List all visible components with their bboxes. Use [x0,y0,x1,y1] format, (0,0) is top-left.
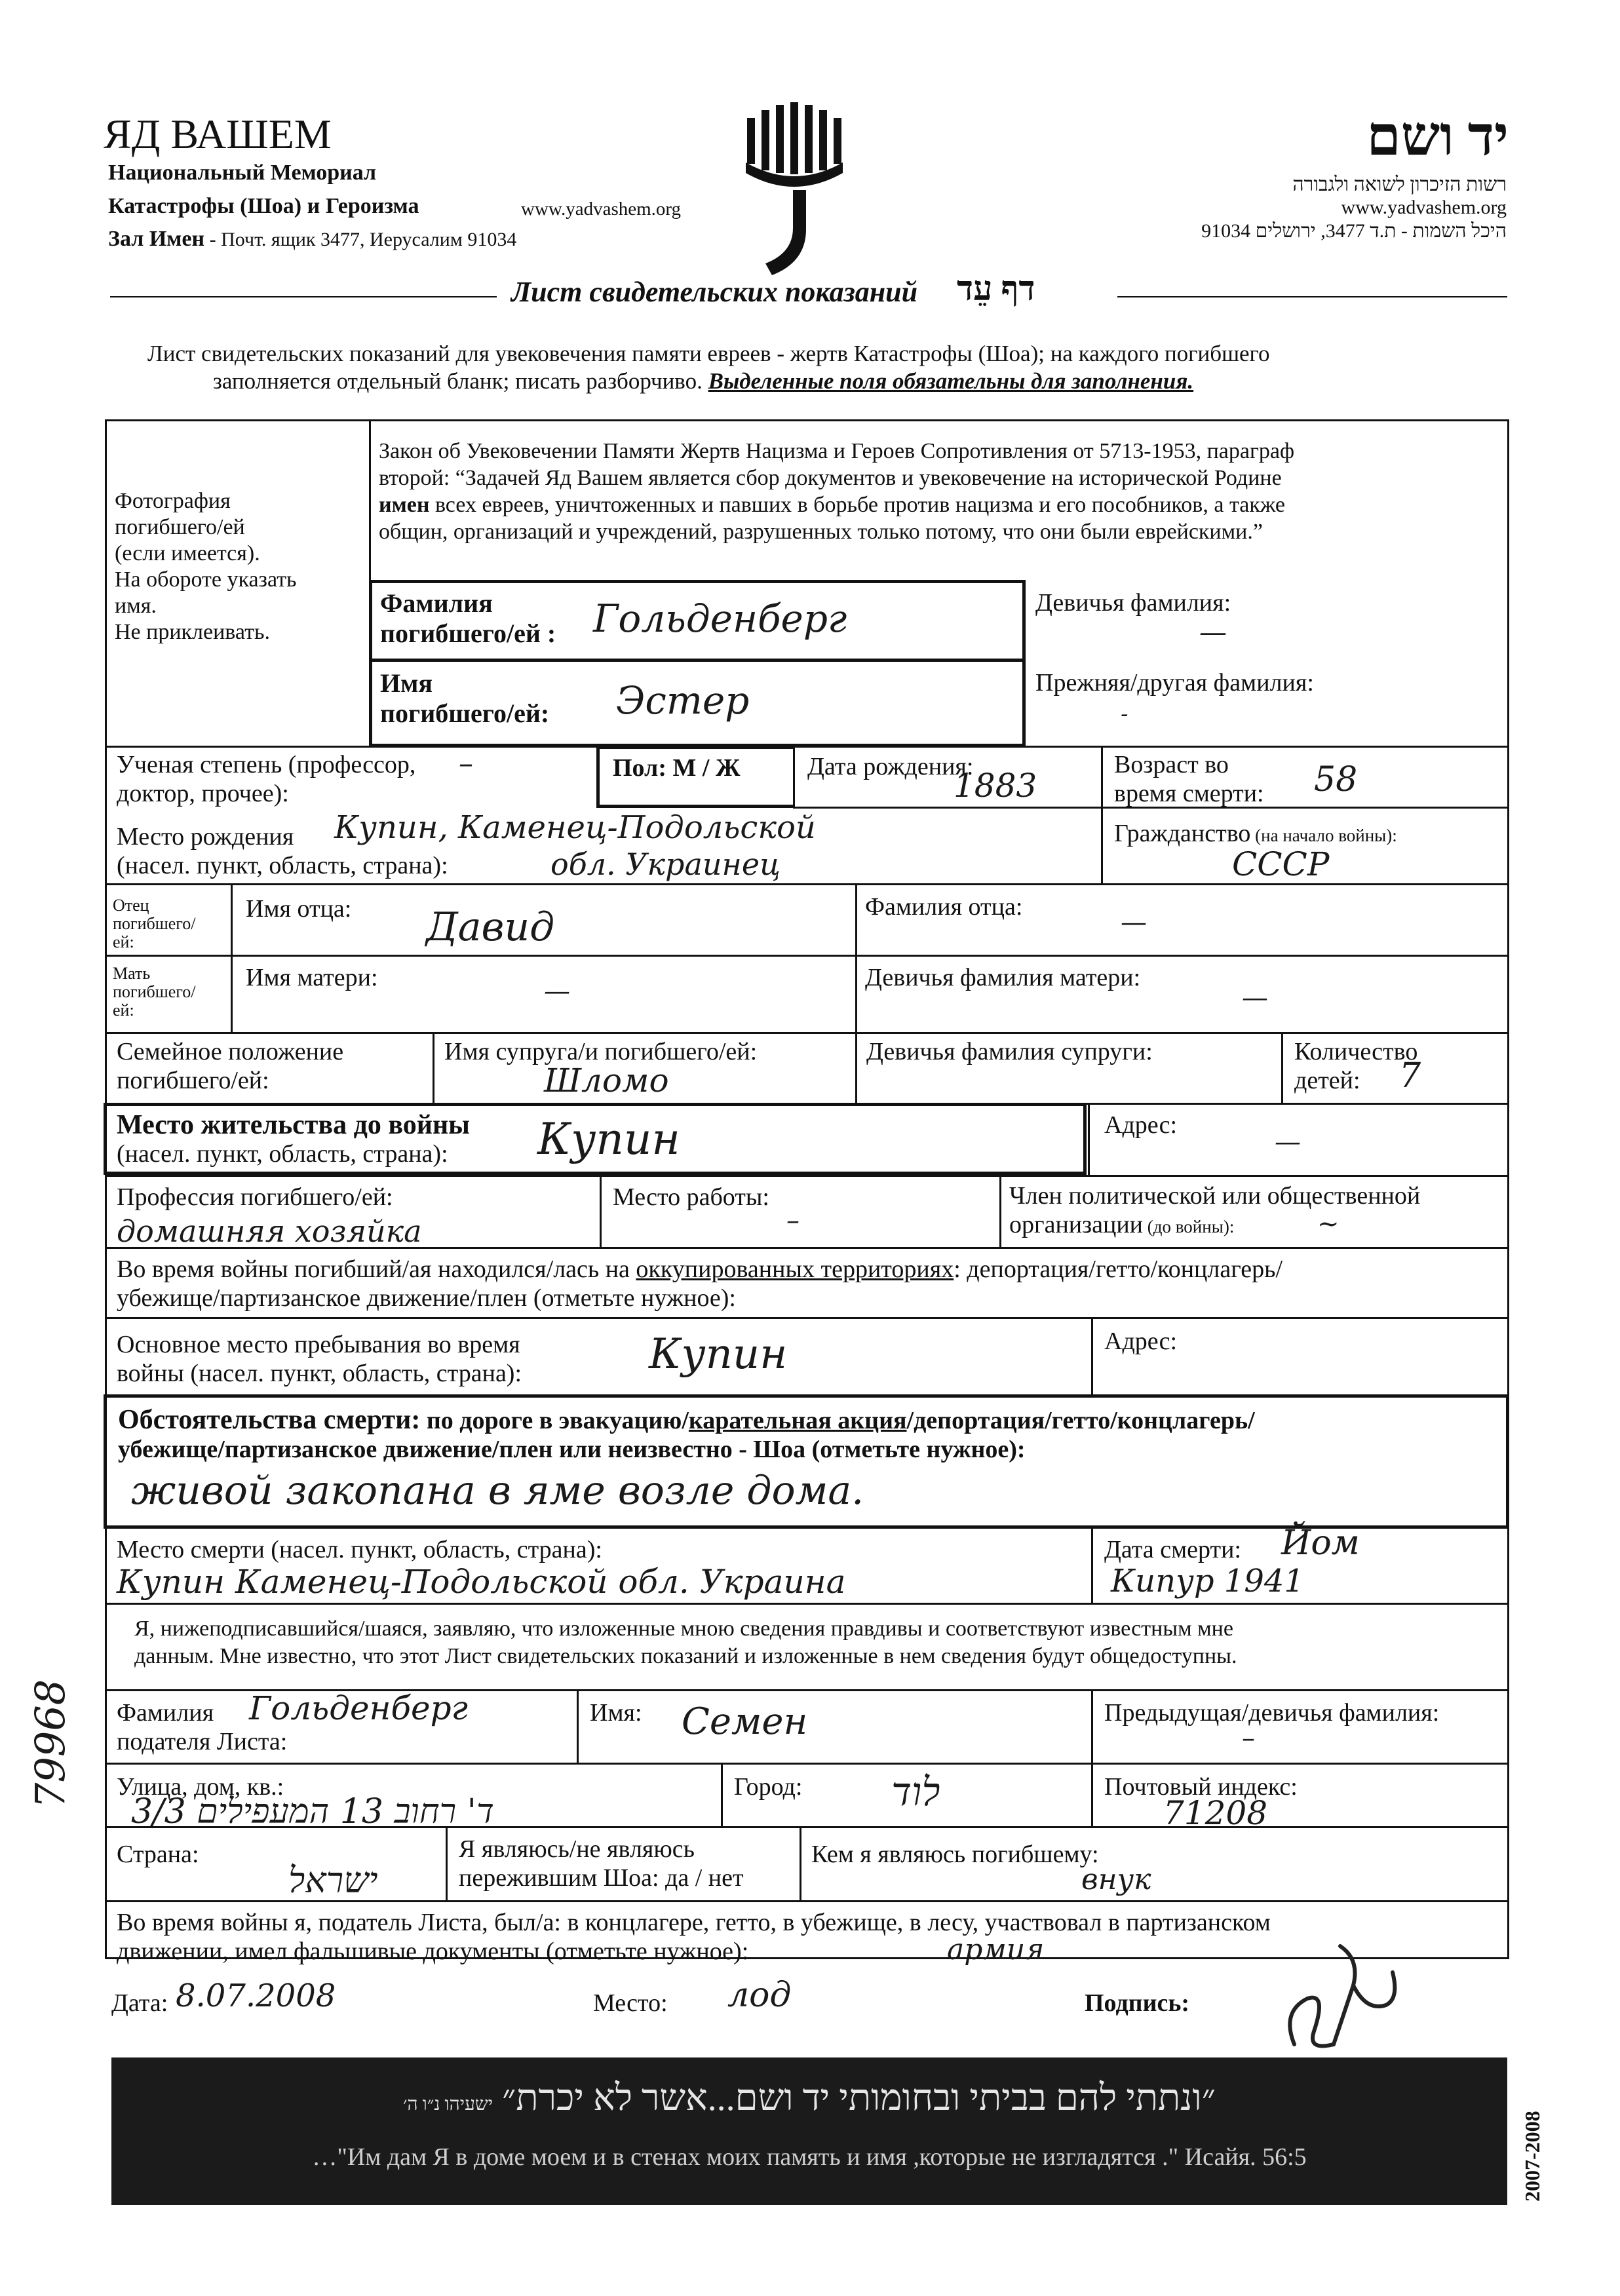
family-status-label-line: погибшего/ей: [117,1067,269,1094]
death-place-value[interactable]: Купин Каменец-Подольской обл. Украина [117,1563,846,1601]
residence-label-line: (насел. пункт, область, страна): [117,1140,448,1168]
signature[interactable] [1275,1933,1406,2057]
mandatory-note: Выделенные поля обязательны для заполнения. [708,368,1194,394]
registration-number: 79968 [26,1679,74,1808]
org-name-he: יד ושם [1366,106,1509,167]
law-line: второй: “Задачей Яд Вашем является сбор документов и увековечение на исторической Родине [379,466,1282,490]
main-place-value[interactable]: Купин [649,1330,788,1379]
photo-note [115,488,297,645]
birth-place-label-line: (насел. пункт, область, страна): [117,852,448,879]
sex-label[interactable]: Пол: М / Ж [613,754,741,782]
birth-place-value-2[interactable]: обл. Украинец [550,847,781,882]
law-names: имен [379,493,430,517]
header-address [108,227,516,252]
mother-tag-line: ей: [113,1001,134,1020]
profession-value[interactable]: домашняя хозяйка [117,1214,422,1249]
title-rule-left [110,296,497,297]
footer-quote-ru: …"Им дам Я в доме моем и в стенах моих память и имя ,которые не изгладятся ." Исайя. 56:5 [312,2143,1307,2171]
relation-value[interactable]: внук [1081,1863,1151,1896]
membership-label-note: (до войны): [1143,1217,1235,1236]
submitter-wartime-value[interactable]: армия [947,1933,1045,1966]
name-label-line: Имя [380,668,433,698]
dob-label: Дата рождения: [807,753,974,780]
maiden-name-label: Девичья фамилия: [1035,589,1231,617]
street-value[interactable]: 3/3 ד' רחוב 13 המעפילים [131,1792,494,1831]
mother-tag-line: Мать [113,964,151,983]
degree-label-line: доктор, прочее): [117,780,289,807]
submitter-previous-label: Предыдущая/девичья фамилия: [1104,1699,1440,1727]
degree-label-line: Ученая степень (профессор, [117,751,416,778]
relation-label: Кем я являюсь погибшему: [811,1841,1099,1868]
header-he-line-3: היכל השמות - ת.ד 3477, ירושלים 91034 [1201,220,1507,242]
membership-label-line [1009,1210,1420,1241]
submitter-name-value[interactable]: Семен [682,1700,808,1743]
maiden-name-value[interactable]: — [1199,616,1227,648]
street-label: Улица, дом, кв.: [117,1773,284,1801]
intro-line-1: Лист свидетельских показаний для увековечения памяти евреев - жертв Катастрофы (Шоа); на каждого погибшего [147,341,1270,366]
father-tag-line: погибшего/ [113,914,196,933]
father-tag-line: ей: [113,932,134,951]
death-place-label: Место смерти (насел. пункт, область, страна): [117,1536,602,1563]
death-circumstances-label[interactable] [118,1406,1255,1464]
mother-tag [113,965,196,1020]
birth-place-value-1[interactable]: Купин, Каменец-Подольской [334,809,816,846]
law-text [379,438,1294,545]
children-label-line: детей: [1294,1067,1360,1094]
surname-label-line: Фамилия [380,588,493,618]
law-line: Закон об Увековечении Памяти Жертв Нацизма и Героев Сопротивления от 5713-1953, параграф [379,439,1295,463]
family-status-label-line: Семейное положение [117,1038,344,1065]
death-circumstances-title: Обстоятельства смерти: [118,1405,421,1435]
membership-label [1009,1181,1420,1241]
membership-label-text: организации [1009,1211,1144,1238]
main-place-label [117,1330,522,1388]
survivor-label[interactable] [459,1835,744,1892]
citizenship-value[interactable]: СССР [1232,845,1330,883]
citizenship-label-note: (на начало войны): [1250,826,1397,845]
zip-value[interactable]: 71208 [1163,1794,1268,1832]
age-value[interactable]: 58 [1314,760,1358,799]
mother-name-value[interactable]: — [544,976,570,1006]
children-value[interactable]: 7 [1399,1056,1421,1096]
survivor-label-line: Я являюсь/не являюсь [459,1835,695,1863]
survivor-label-line: пережившим Шоа: да / нет [459,1864,744,1892]
intro-text: заполняется отдельный бланк; писать разборчиво. [213,368,708,394]
name-label [380,668,549,729]
punitive-action-option[interactable]: карательная акция [688,1407,907,1434]
header-url-right: www.yadvashem.org [1341,197,1507,218]
death-circumstances-line [118,1406,1255,1435]
membership-value[interactable]: ~ [1317,1209,1340,1239]
law-line-rest: всех евреев, уничтоженных и павших в борьбе против нацизма и его пособников, а также [429,493,1285,517]
death-circumstances-line: убежище/партизанское движение/плен или неизвестно - Шоа (отметьте нужное): [118,1436,1026,1463]
city-label: Город: [734,1773,803,1801]
form-title-he: דף עֵד [957,271,1035,308]
father-surname-label: Фамилия отца: [865,893,1023,921]
degree-label [117,750,415,808]
declaration [134,1615,1237,1670]
surname-value[interactable]: Гольденберг [593,596,847,641]
form-year: 2007-2008 [1520,2111,1544,2202]
date-value[interactable]: 8.07.2008 [176,1978,336,2014]
header-url-left: www.yadvashem.org [521,199,682,220]
previous-surname-value[interactable]: - [1121,701,1128,727]
wartime-location-text: Во время войны погибший/ая находился/лась на [117,1255,636,1283]
mother-maiden-value[interactable]: — [1242,983,1268,1013]
header-he-line-1: רשות הזיכרון לשואה ולגבורה [1292,174,1507,195]
photo-note-line: Не приклеивать. [115,620,270,644]
citizenship-label-text: Гражданство [1114,820,1251,847]
name-label-line: погибшего/ей: [380,698,550,728]
submitter-name-label: Имя: [590,1699,642,1727]
father-name-value[interactable]: Давид [426,904,555,950]
residence-label-bold: Место жительства до войны [117,1110,470,1140]
children-label-line: Количество [1294,1038,1418,1065]
footer-quote-he-text: ״ונתתי להם בביתי ובחומותי יד ושם...אשר לא יכרת״ [502,2078,1216,2118]
father-surname-value[interactable]: — [1121,908,1147,938]
header-line-1: Национальный Мемориал [108,161,377,185]
title-rule-right [1117,296,1507,297]
footer-banner [111,2057,1507,2205]
yad-vashem-logo [733,98,864,288]
occupied-territories-option[interactable]: оккупированных территориях [636,1255,954,1283]
father-tag [113,896,196,951]
death-date-value-1[interactable]: Йом [1281,1523,1360,1563]
declaration-line: данным. Мне известно, что этот Лист свидетельских показаний и изложенные в нем сведения будут общедоступны. [134,1644,1237,1668]
photo-note-line: имя. [115,594,157,618]
family-status-label [117,1037,343,1095]
age-label [1114,750,1264,808]
workplace-value[interactable]: – [786,1206,800,1236]
death-circumstances-options: по дороге в эвакуацию/ [420,1407,689,1434]
age-label-line: время смерти: [1114,780,1264,807]
main-place-label-line: войны (насел. пункт, область, страна): [117,1360,522,1387]
address-value[interactable]: — [1275,1127,1301,1157]
mother-tag-line: погибшего/ [113,982,196,1001]
death-circumstances-value[interactable]: живой закопана в яме возле дома. [131,1468,864,1514]
surname-label-line: погибшего/ей : [380,619,556,648]
law-line [379,491,1294,518]
wartime-location-label[interactable] [117,1255,1282,1312]
submitter-wartime-label[interactable] [117,1908,1271,1966]
law-line: общин, организаций и учреждений, разрушенных только потому, что они были еврейскими.” [379,520,1263,544]
postal-address: - Почт. ящик 3477, Иерусалим 91034 [204,229,517,250]
age-label-line: Возраст во [1114,751,1229,778]
zip-label: Почтовый индекс: [1104,1773,1298,1801]
previous-surname-label: Прежняя/другая фамилия: [1035,669,1314,697]
footer-quote-he [111,2077,1507,2119]
city-value[interactable]: לוד [891,1769,940,1815]
address-2-label: Адрес: [1104,1328,1178,1355]
footer-quote-he-source: ישעיהו נ״ו ה׳ [403,2094,493,2114]
residence-label [117,1111,470,1168]
submitter-wartime-line: движении, имел фальшивые документы (отметьте нужное): [117,1938,749,1965]
name-value[interactable]: Эстер [616,678,750,723]
hall-of-names: Зал Имен [108,227,205,251]
residence-value[interactable]: Купин [537,1114,680,1164]
org-name-ru: ЯД ВАШЕМ [104,111,332,157]
father-name-label: Имя отца: [246,895,352,923]
submitter-wartime-line: Во время войны я, податель Листа, был/а: в концлагере, гетто, в убежище, в лесу, участвовал в партизанском [117,1909,1271,1936]
dob-value[interactable]: 1883 [954,767,1037,805]
main-place-label-line: Основное место пребывания во время [117,1331,520,1358]
submitter-surname-label-line: Фамилия [117,1699,214,1727]
photo-note-line: погибшего/ей [115,515,245,539]
declaration-line: Я, нижеподписавшийся/шаяся, заявляю, что изложенные мною сведения правдивы и соответствуют известным мне [134,1617,1233,1641]
death-circumstances-options-rest: /депортация/гетто/концлагерь/ [906,1407,1255,1434]
photo-note-line: (если имеется). [115,541,260,565]
date-label: Дата: [111,1989,168,2017]
spouse-maiden-label: Девичья фамилия супруги: [866,1038,1153,1065]
wartime-location-line [117,1255,1282,1284]
photo-note-line: На обороте указать [115,567,297,592]
signature-label: Подпись: [1085,1989,1190,2017]
wartime-location-line: убежище/партизанское движение/плен (отметьте нужное): [117,1284,736,1312]
photo-note-line: Фотография [115,489,231,513]
workplace-label: Место работы: [613,1183,769,1211]
father-tag-line: Отец [113,896,149,915]
death-date-value-2[interactable]: Кипур 1941 [1111,1563,1304,1599]
spouse-name-label: Имя супруга/и погибшего/ей: [444,1038,758,1065]
membership-label-line: Член политической или общественной [1009,1182,1421,1210]
place-label: Место: [593,1989,668,2017]
degree-value[interactable]: – [459,747,473,780]
submitter-surname-label-line: подателя Листа: [117,1728,288,1755]
profession-label: Профессия погибшего/ей: [117,1183,393,1211]
form-title-ru: Лист свидетельских показаний [511,276,918,308]
intro-line-2 [213,368,1193,394]
country-value[interactable]: ישראל [288,1860,378,1901]
birth-place-label-line: Место рождения [117,823,294,851]
surname-label [380,588,556,649]
submitter-previous-value[interactable]: – [1242,1723,1255,1753]
mother-name-label: Имя матери: [246,964,378,991]
address-label: Адрес: [1104,1111,1178,1139]
spouse-name-value[interactable]: Шломо [544,1062,669,1100]
mother-maiden-label: Девичья фамилия матери: [865,964,1141,991]
place-value[interactable]: лод [727,1976,792,2015]
death-date-label: Дата смерти: [1104,1536,1242,1563]
header-line-2: Катастрофы (Шоа) и Героизма [108,194,419,218]
submitter-surname-value[interactable]: Гольденберг [249,1689,468,1727]
country-label: Страна: [117,1841,199,1868]
wartime-location-options: : депортация/гетто/концлагерь/ [954,1255,1283,1283]
